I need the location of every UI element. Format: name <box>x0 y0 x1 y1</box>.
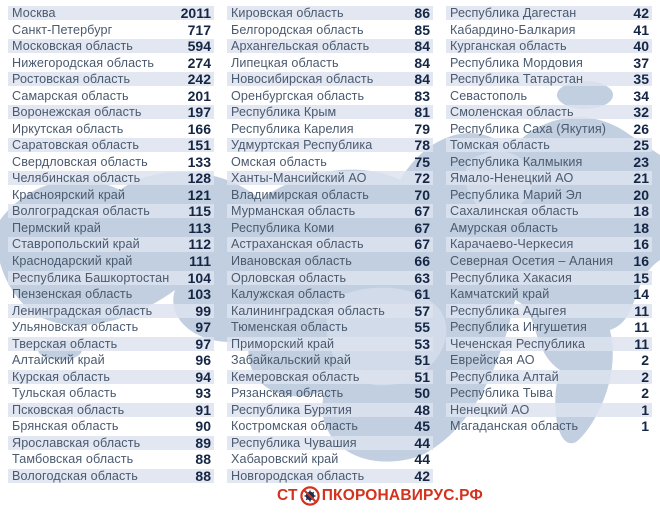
table-row <box>227 56 433 70</box>
table-row <box>227 122 433 136</box>
table-row <box>227 419 433 433</box>
region-name: Ульяновская область <box>12 320 139 335</box>
table-row <box>227 370 433 384</box>
region-value: 67 <box>414 203 430 220</box>
region-value: 166 <box>187 120 211 137</box>
table-row <box>446 138 652 152</box>
table-row <box>8 271 214 285</box>
region-value: 34 <box>633 87 649 104</box>
table-row <box>8 122 214 136</box>
region-name: Республика Карелия <box>231 121 354 136</box>
region-name: Республика Башкортостан <box>12 270 170 285</box>
region-value: 2 <box>641 385 649 402</box>
region-value: 35 <box>633 71 649 88</box>
table-row <box>446 105 652 119</box>
table-row <box>227 353 433 367</box>
region-name: Вологодская область <box>12 468 138 483</box>
region-name: Красноярский край <box>12 187 126 202</box>
region-value: 15 <box>633 269 649 286</box>
region-value: 11 <box>634 319 649 336</box>
table-row <box>227 89 433 103</box>
region-name: Магаданская область <box>450 419 579 434</box>
region-name: Севастополь <box>450 88 528 103</box>
region-value: 115 <box>188 203 211 220</box>
region-value: 84 <box>414 38 430 55</box>
region-name: Республика Марий Эл <box>450 187 582 202</box>
region-name: Саратовская область <box>12 138 140 153</box>
region-value: 66 <box>414 253 430 270</box>
table-row <box>446 271 652 285</box>
no-virus-icon <box>300 486 320 506</box>
table-row <box>8 221 214 235</box>
table-column-2 <box>227 6 433 485</box>
region-value: 44 <box>414 434 430 451</box>
region-value: 97 <box>195 335 211 352</box>
region-name: Волгоградская область <box>12 204 150 219</box>
table-row <box>227 237 433 251</box>
table-row <box>446 204 652 218</box>
table-row <box>8 254 214 268</box>
region-name: Ленинградская область <box>12 303 153 318</box>
region-value: 1 <box>641 401 649 418</box>
region-value: 97 <box>195 319 211 336</box>
region-name: Еврейская АО <box>450 353 535 368</box>
region-value: 88 <box>195 451 211 468</box>
region-name: Мурманская область <box>231 204 356 219</box>
region-value: 45 <box>414 418 430 435</box>
table-row <box>8 23 214 37</box>
table-row <box>227 271 433 285</box>
table-row <box>8 171 214 185</box>
region-name: Санкт-Петербург <box>12 22 113 37</box>
region-name: Ямало-Ненецкий АО <box>450 171 574 186</box>
table-row <box>8 337 214 351</box>
region-value: 55 <box>414 319 430 336</box>
region-value: 96 <box>195 352 211 369</box>
region-name: Пермский край <box>12 220 101 235</box>
table-row <box>446 337 652 351</box>
region-name: Республика Хакасия <box>450 270 572 285</box>
region-name: Ханты-Мансийский АО <box>231 171 367 186</box>
region-value: 67 <box>414 219 430 236</box>
region-name: Кировская область <box>231 6 344 21</box>
region-value: 72 <box>414 170 430 187</box>
region-name: Свердловская область <box>12 154 148 169</box>
table-row <box>227 304 433 318</box>
region-value: 48 <box>414 401 430 418</box>
region-name: Республика Мордовия <box>450 55 583 70</box>
region-value: 201 <box>187 87 211 104</box>
region-name: Челябинская область <box>12 171 141 186</box>
region-name: Камчатский край <box>450 287 550 302</box>
table-row <box>446 287 652 301</box>
region-value: 79 <box>414 120 430 137</box>
table-row <box>8 105 214 119</box>
table-row <box>446 6 652 20</box>
region-name: Липецкая область <box>231 55 339 70</box>
region-name: Костромская область <box>231 419 359 434</box>
region-name: Республика Крым <box>231 105 337 120</box>
region-value: 11 <box>634 302 649 319</box>
region-name: Ростовская область <box>12 72 131 87</box>
region-value: 40 <box>633 38 649 55</box>
table-row <box>8 419 214 433</box>
region-name: Краснодарский край <box>12 254 133 269</box>
table-row <box>8 155 214 169</box>
region-name: Омская область <box>231 154 327 169</box>
region-name: Республика Бурятия <box>231 402 352 417</box>
region-value: 32 <box>633 104 649 121</box>
table-row <box>8 287 214 301</box>
table-row <box>446 171 652 185</box>
region-name: Ставропольский край <box>12 237 140 252</box>
table-row <box>8 320 214 334</box>
table-row <box>8 469 214 483</box>
region-value: 23 <box>633 153 649 170</box>
region-name: Псковская область <box>12 402 125 417</box>
region-name: Республика Ингушетия <box>450 320 587 335</box>
region-name: Калининградская область <box>231 303 385 318</box>
table-row <box>446 188 652 202</box>
table-row <box>227 155 433 169</box>
region-value: 717 <box>187 21 211 38</box>
region-value: 14 <box>633 286 649 303</box>
region-value: 242 <box>187 71 211 88</box>
region-name: Ивановская область <box>231 254 352 269</box>
region-name: Архангельская область <box>231 39 370 54</box>
table-row <box>227 138 433 152</box>
region-value: 42 <box>414 467 430 484</box>
region-name: Иркутская область <box>12 121 124 136</box>
region-name: Тюменская область <box>231 320 348 335</box>
region-name: Амурская область <box>450 220 558 235</box>
table-row <box>446 370 652 384</box>
region-value: 197 <box>187 104 211 121</box>
table-row <box>227 287 433 301</box>
table-row <box>8 386 214 400</box>
region-value: 89 <box>195 434 211 451</box>
region-name: Оренбургская область <box>231 88 365 103</box>
table-row <box>8 304 214 318</box>
table-row <box>227 386 433 400</box>
region-value: 99 <box>195 302 211 319</box>
table-row <box>227 105 433 119</box>
region-value: 81 <box>414 104 430 121</box>
table-row <box>446 155 652 169</box>
region-name: Республика Дагестан <box>450 6 577 21</box>
table-row <box>446 72 652 86</box>
region-name: Республика Чувашия <box>231 435 357 450</box>
region-name: Рязанская область <box>231 386 344 401</box>
region-name: Республика Татарстан <box>450 72 584 87</box>
region-name: Самарская область <box>12 88 129 103</box>
region-name: Республика Коми <box>231 220 335 235</box>
region-name: Курская область <box>12 369 111 384</box>
region-value: 16 <box>633 236 649 253</box>
region-name: Сахалинская область <box>450 204 579 219</box>
region-value: 91 <box>195 401 211 418</box>
region-name: Республика Адыгея <box>450 303 567 318</box>
region-value: 70 <box>414 186 430 203</box>
region-value: 151 <box>187 137 211 154</box>
region-value: 53 <box>414 335 430 352</box>
region-name: Приморский край <box>231 336 335 351</box>
table-row <box>8 72 214 86</box>
region-name: Ярославская область <box>12 435 141 450</box>
region-name: Нижегородская область <box>12 55 155 70</box>
stopcoronavirus-logo <box>277 485 483 507</box>
table-row <box>227 204 433 218</box>
region-value: 18 <box>633 219 649 236</box>
region-value: 85 <box>414 21 430 38</box>
region-name: Карачаево-Черкесия <box>450 237 574 252</box>
region-name: Новгородская область <box>231 468 365 483</box>
table-row <box>8 452 214 466</box>
region-value: 16 <box>633 253 649 270</box>
region-name: Воронежская область <box>12 105 142 120</box>
region-value: 50 <box>414 385 430 402</box>
region-value: 1 <box>641 418 649 435</box>
table-row <box>8 237 214 251</box>
table-row <box>8 188 214 202</box>
table-row <box>227 403 433 417</box>
region-name: Республика Алтай <box>450 369 559 384</box>
region-value: 594 <box>187 38 211 55</box>
region-value: 63 <box>414 269 430 286</box>
logo-text-prefix: СТ <box>277 487 298 504</box>
region-value: 21 <box>633 170 649 187</box>
region-value: 274 <box>187 54 211 71</box>
table-row <box>8 89 214 103</box>
region-value: 93 <box>195 385 211 402</box>
table-row <box>446 237 652 251</box>
table-column-1 <box>8 6 214 485</box>
region-value: 37 <box>633 54 649 71</box>
table-row <box>446 221 652 235</box>
region-name: Забайкальский край <box>231 353 352 368</box>
region-value: 121 <box>187 186 211 203</box>
region-value: 57 <box>414 302 430 319</box>
region-name: Алтайский край <box>12 353 105 368</box>
region-value: 88 <box>195 467 211 484</box>
table-row <box>227 469 433 483</box>
region-value: 51 <box>414 352 430 369</box>
region-value: 61 <box>414 286 430 303</box>
region-value: 78 <box>414 137 430 154</box>
table-row <box>446 23 652 37</box>
region-value: 2 <box>641 352 649 369</box>
region-value: 90 <box>195 418 211 435</box>
region-value: 128 <box>187 170 211 187</box>
region-name: Хабаровский край <box>231 452 339 467</box>
table-row <box>446 39 652 53</box>
region-value: 111 <box>189 253 211 270</box>
region-value: 75 <box>414 153 430 170</box>
table-row <box>227 254 433 268</box>
table-row <box>446 419 652 433</box>
logo-text-suffix: ПКОРОНАВИРУС.РФ <box>321 487 483 504</box>
table-row <box>446 403 652 417</box>
table-row <box>8 39 214 53</box>
region-name: Тамбовская область <box>12 452 134 467</box>
table-row <box>446 353 652 367</box>
region-name: Кабардино-Балкария <box>450 22 576 37</box>
table-row <box>446 56 652 70</box>
table-row <box>8 436 214 450</box>
region-value: 42 <box>633 5 649 22</box>
table-row <box>227 6 433 20</box>
table-row <box>227 436 433 450</box>
region-name: Республика Саха (Якутия) <box>450 121 607 136</box>
table-row <box>227 39 433 53</box>
region-name: Москва <box>12 6 56 21</box>
table-row <box>227 171 433 185</box>
table-row <box>8 353 214 367</box>
region-name: Чеченская Республика <box>450 336 586 351</box>
region-value: 103 <box>187 286 211 303</box>
region-name: Владимирская область <box>231 187 369 202</box>
region-name: Брянская область <box>12 419 119 434</box>
table-row <box>227 452 433 466</box>
table-row <box>8 56 214 70</box>
region-name: Пензенская область <box>12 287 133 302</box>
table-row <box>446 122 652 136</box>
table-row <box>446 386 652 400</box>
region-value: 86 <box>414 5 430 22</box>
table-row <box>446 89 652 103</box>
region-name: Новосибирская область <box>231 72 374 87</box>
table-row <box>8 370 214 384</box>
region-value: 112 <box>188 236 211 253</box>
region-name: Северная Осетия – Алания <box>450 254 614 269</box>
region-name: Московская область <box>12 39 133 54</box>
region-name: Томская область <box>450 138 550 153</box>
region-name: Белгородская область <box>231 22 364 37</box>
table-row <box>446 304 652 318</box>
region-value: 133 <box>187 153 211 170</box>
table-row <box>227 337 433 351</box>
table-row <box>227 221 433 235</box>
regions-table <box>8 6 652 485</box>
region-name: Кемеровская область <box>231 369 360 384</box>
region-name: Удмуртская Республика <box>231 138 373 153</box>
region-value: 11 <box>634 335 649 352</box>
region-value: 44 <box>414 451 430 468</box>
region-value: 26 <box>633 120 649 137</box>
region-name: Тульская область <box>12 386 117 401</box>
region-name: Республика Калмыкия <box>450 154 583 169</box>
region-name: Астраханская область <box>231 237 364 252</box>
region-value: 2011 <box>180 5 211 22</box>
table-column-3 <box>446 6 652 485</box>
region-value: 25 <box>633 137 649 154</box>
region-value: 51 <box>414 368 430 385</box>
region-value: 67 <box>414 236 430 253</box>
region-value: 83 <box>414 87 430 104</box>
region-value: 104 <box>187 269 211 286</box>
table-row <box>8 6 214 20</box>
table-row <box>8 403 214 417</box>
region-name: Смоленская область <box>450 105 574 120</box>
region-value: 84 <box>414 54 430 71</box>
region-name: Ненецкий АО <box>450 402 530 417</box>
table-row <box>227 72 433 86</box>
region-value: 18 <box>633 203 649 220</box>
table-row <box>8 138 214 152</box>
table-row <box>446 320 652 334</box>
region-value: 113 <box>188 219 211 236</box>
region-value: 94 <box>195 368 211 385</box>
region-name: Республика Тыва <box>450 386 553 401</box>
table-row <box>446 254 652 268</box>
table-row <box>8 204 214 218</box>
region-name: Орловская область <box>231 270 347 285</box>
table-row <box>227 320 433 334</box>
region-value: 41 <box>633 21 649 38</box>
table-row <box>227 23 433 37</box>
table-row <box>227 188 433 202</box>
region-value: 20 <box>633 186 649 203</box>
region-value: 84 <box>414 71 430 88</box>
region-name: Курганская область <box>450 39 567 54</box>
region-name: Калужская область <box>231 287 346 302</box>
region-name: Тверская область <box>12 336 118 351</box>
region-value: 2 <box>641 368 649 385</box>
